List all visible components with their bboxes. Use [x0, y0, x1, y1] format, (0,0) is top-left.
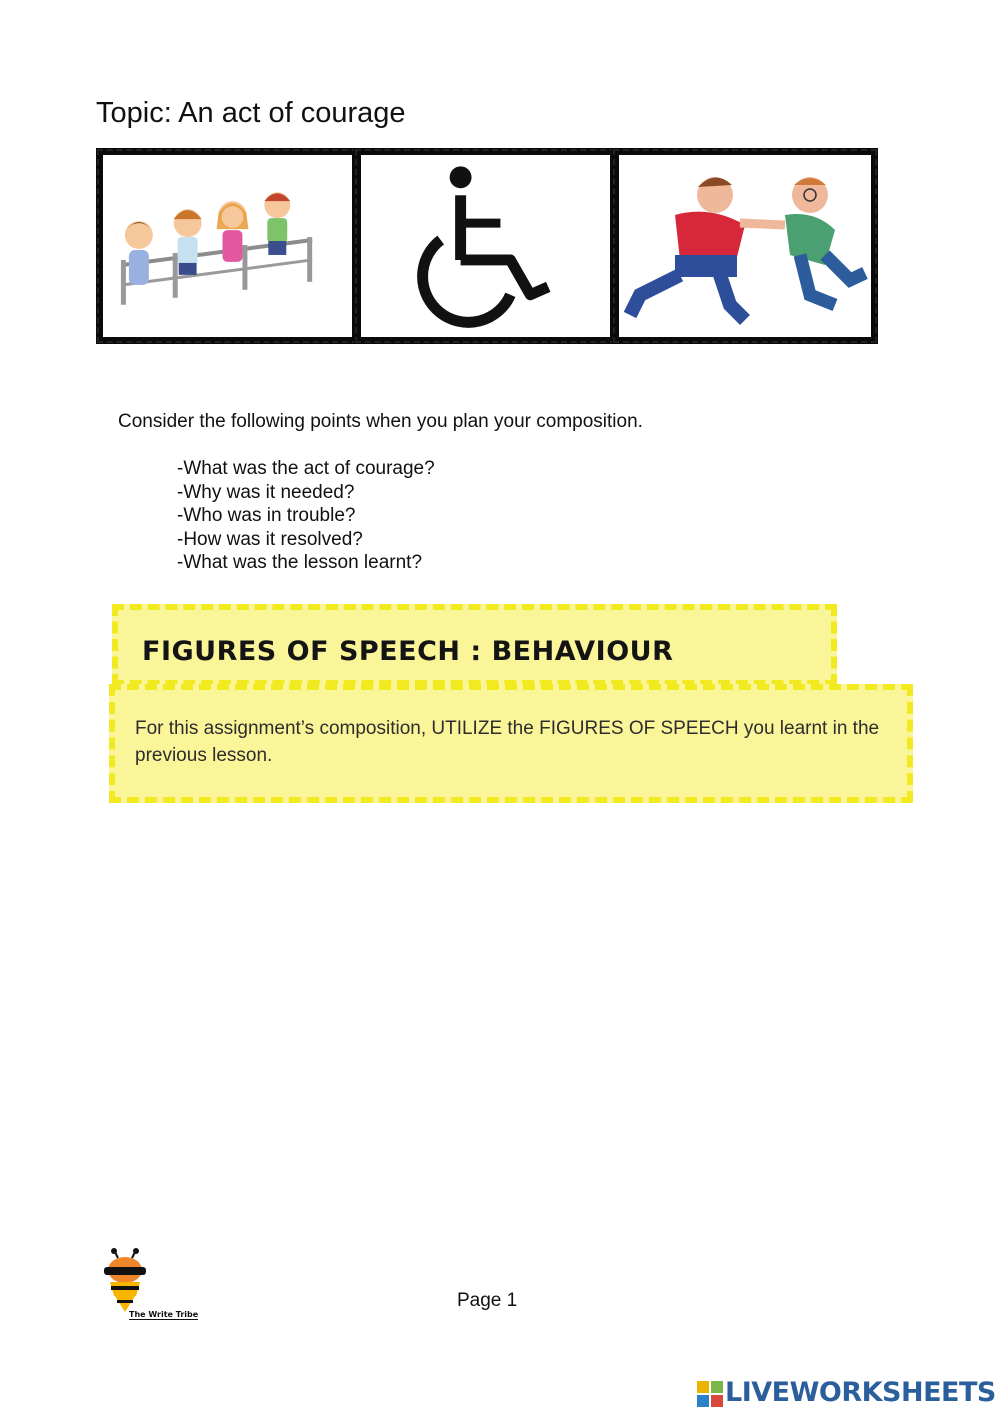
children-queue-illustration: [103, 155, 352, 337]
wheelchair-icon: [361, 155, 610, 337]
watermark-text: LIVEWORKSHEETS: [725, 1377, 996, 1408]
logo-caption: The Write Tribe: [129, 1310, 199, 1319]
figures-of-speech-title: FIGURES OF SPEECH : BEHAVIOUR: [142, 636, 674, 667]
children-queue-image: [96, 148, 359, 344]
page-title: Topic: An act of courage: [96, 97, 406, 129]
figures-of-speech-box: [109, 684, 913, 803]
list-item: -Who was in trouble?: [177, 505, 356, 526]
wheelchair-image: [354, 148, 617, 344]
bully-image: [612, 148, 878, 344]
list-item: -How was it resolved?: [177, 528, 363, 550]
list-item: -What was the lesson learnt?: [177, 552, 423, 573]
image-strip: [96, 148, 878, 344]
liveworksheets-watermark: [697, 1377, 997, 1411]
guiding-questions-list: [177, 457, 435, 575]
bully-cartoon-illustration: [619, 155, 871, 337]
page-number: Page 1: [457, 1290, 518, 1311]
figures-of-speech-header: [112, 604, 837, 686]
liveworksheets-logo-icon: [697, 1381, 723, 1407]
list-item: -What was the act of courage?: [177, 458, 435, 479]
instructions-intro: Consider the following points when you plan your composition.: [118, 411, 643, 432]
bee-icon: [98, 1248, 158, 1314]
list-item: -Why was it needed?: [177, 481, 355, 503]
write-tribe-logo: [98, 1248, 208, 1328]
figures-of-speech-text: For this assignment’s composition, UTILIZE the FIGURES OF SPEECH you learnt in the previous lesson.: [135, 718, 880, 766]
